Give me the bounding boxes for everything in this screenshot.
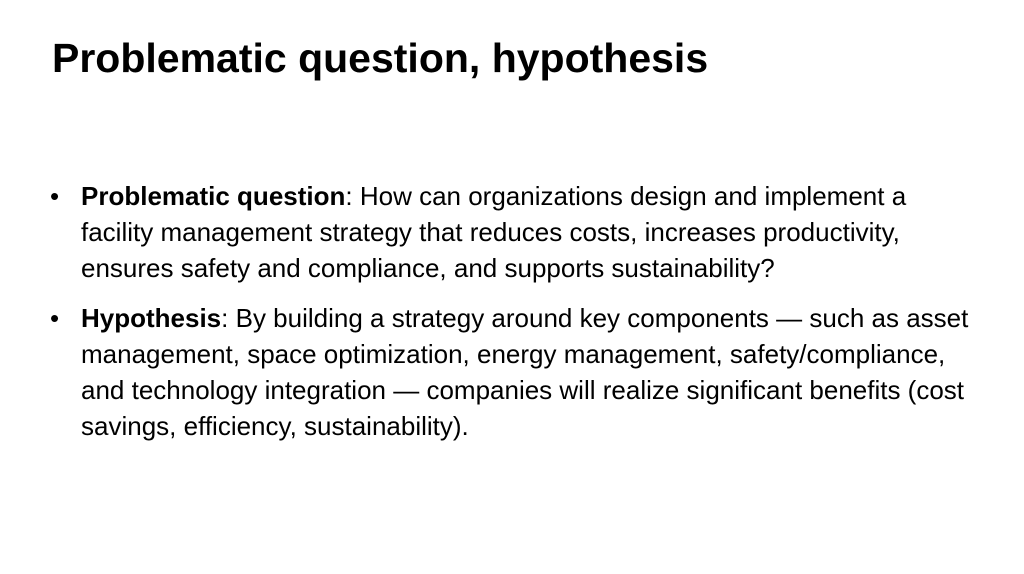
bullet-term: Hypothesis (81, 303, 222, 333)
bullet-hypothesis (50, 300, 980, 444)
bullet-list (50, 178, 980, 458)
slide-title: Problematic question, hypothesis (52, 35, 709, 81)
bullet-text: : How can organizations design and implement a facility management strategy that reduces costs, increases productivity, ensures safety and compliance, and supports sustainability? (81, 181, 907, 283)
bullet-marker-icon: • (50, 181, 60, 211)
bullet-marker-icon: • (50, 303, 60, 333)
bullet-problematic-question (50, 178, 980, 286)
bullet-text: : By building a strategy around key components — such as asset management, space optimization, energy management, safety/compliance, and technology integration — companies will realize significant benefits (cost savings, efficiency, sustainability). (81, 303, 969, 441)
bullet-term: Problematic question (81, 181, 346, 211)
